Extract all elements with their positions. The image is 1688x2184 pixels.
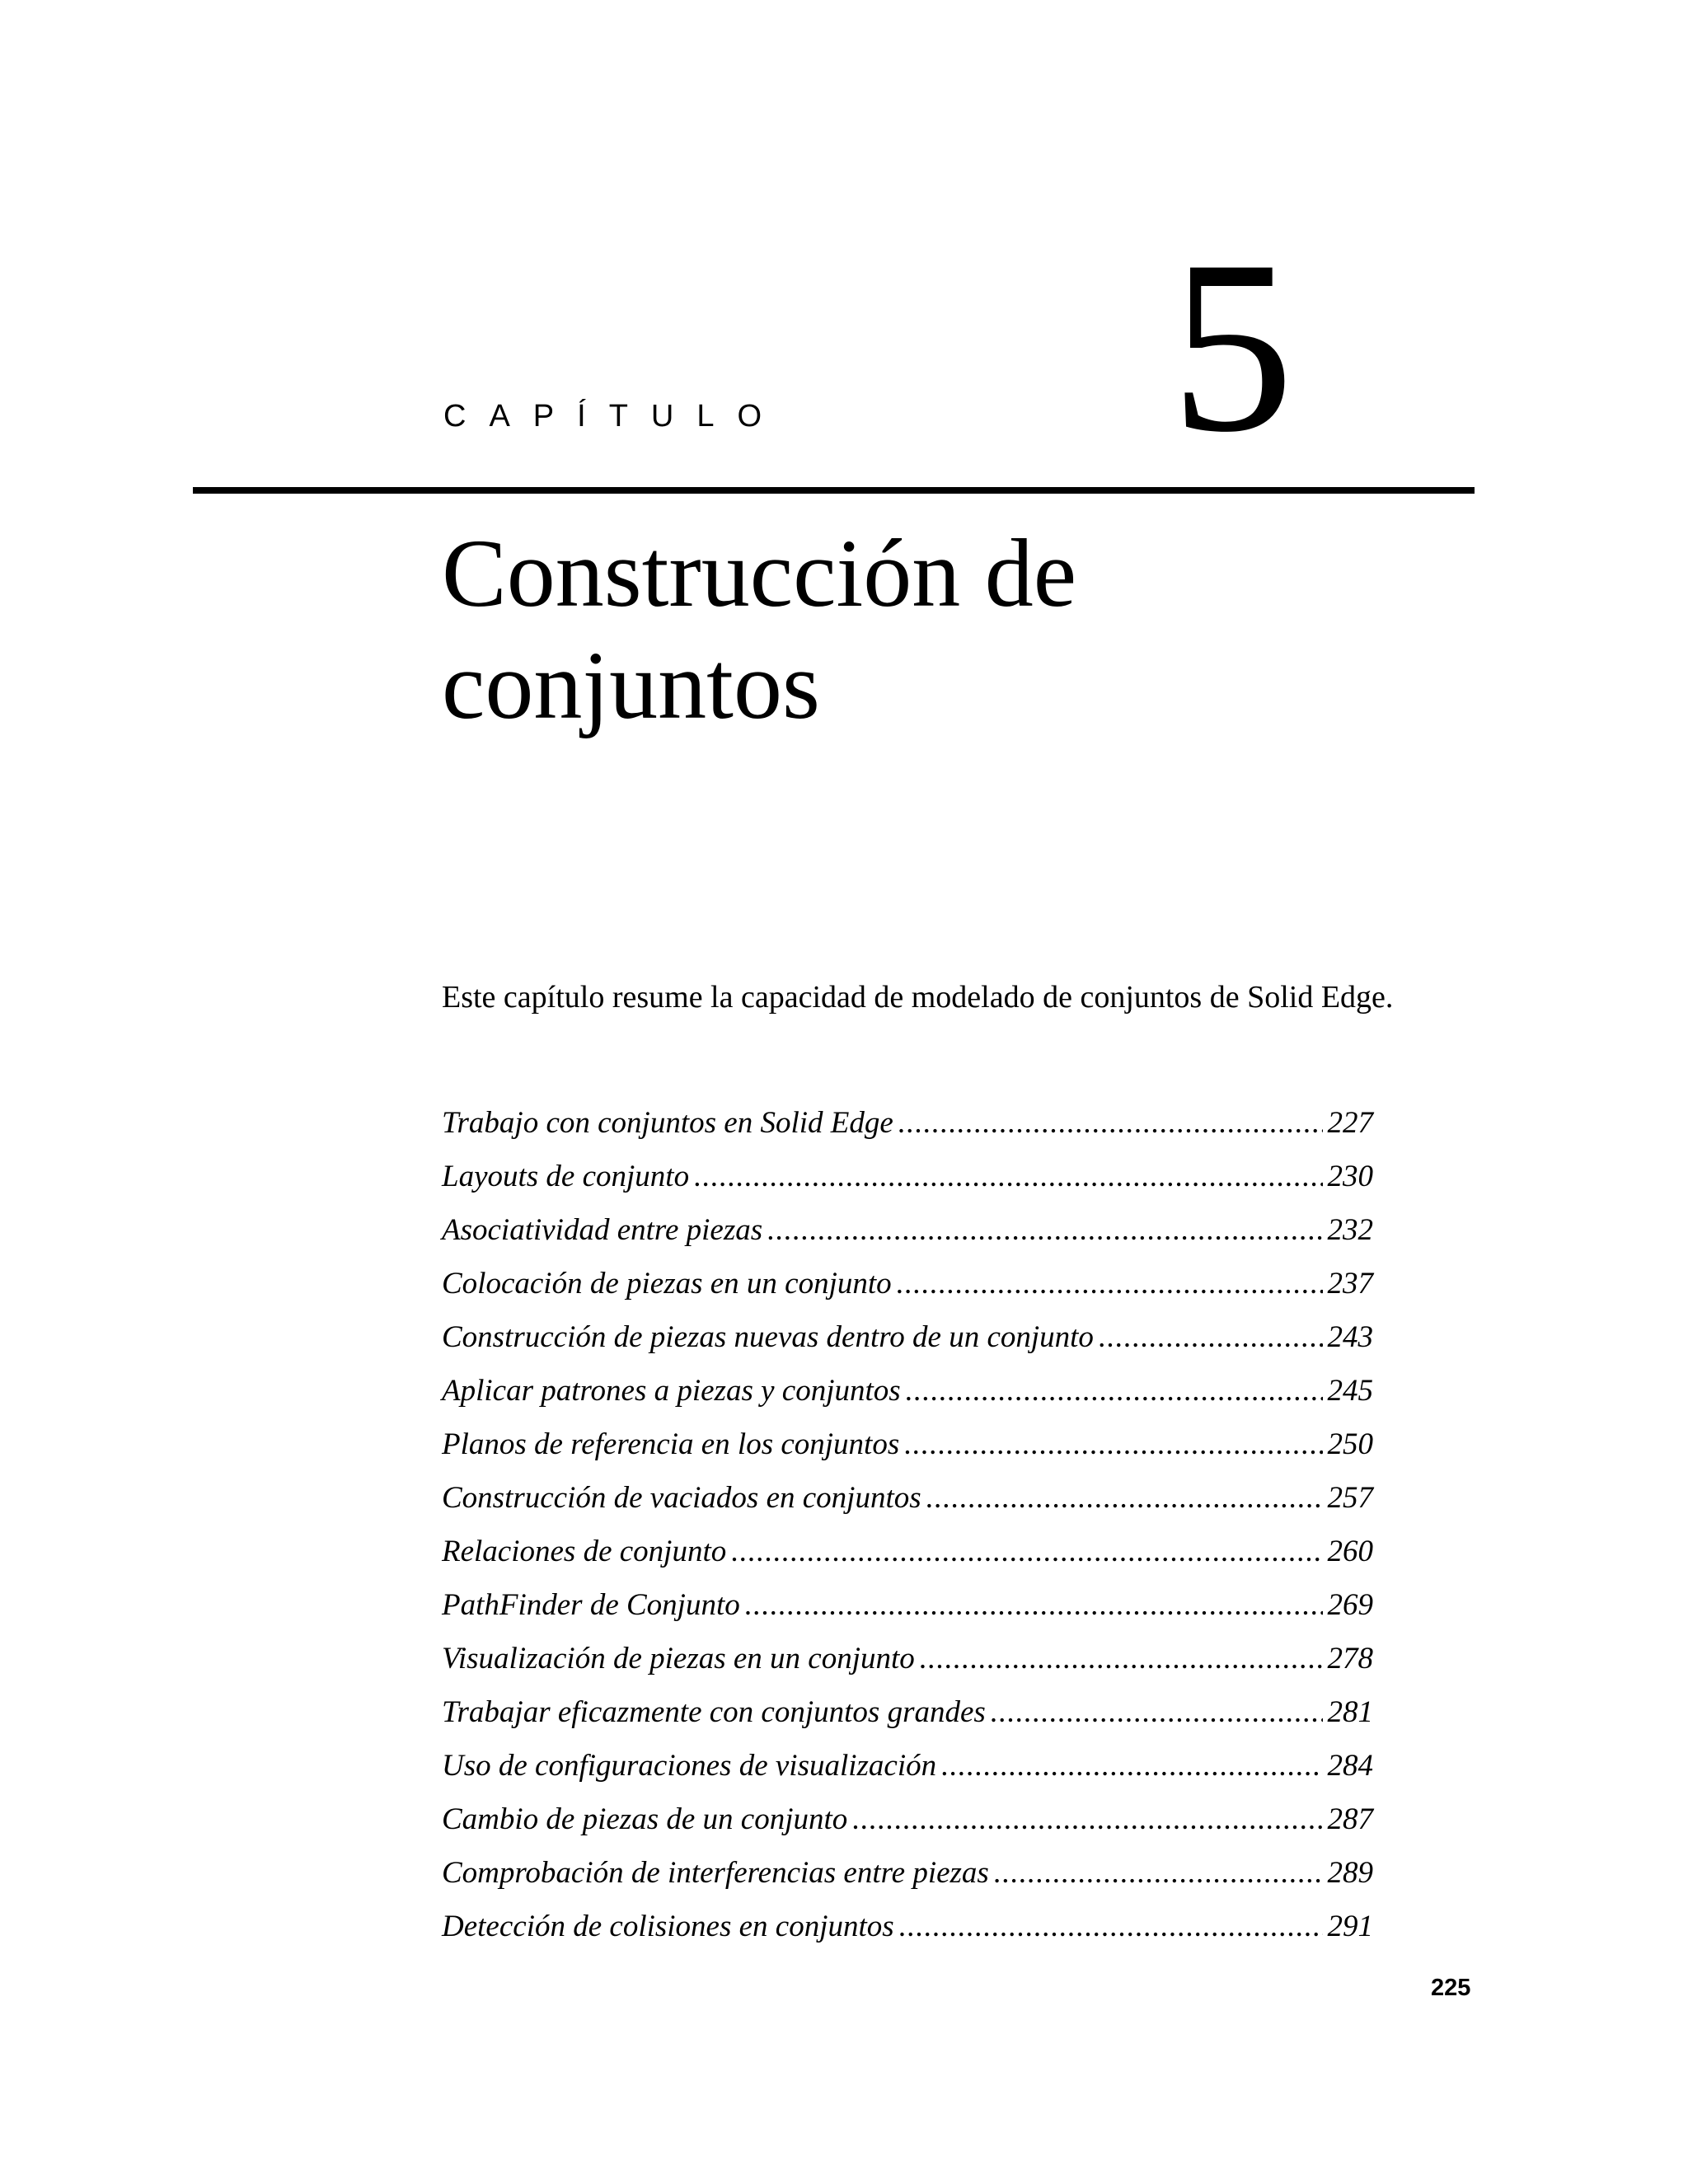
toc-entry[interactable] [442,1471,1373,1525]
toc-entry-page: 281 [1327,1695,1373,1729]
toc-entry-title: Uso de configuraciones de visualización [442,1749,937,1783]
toc-entry[interactable] [442,1096,1373,1150]
chapter-intro: Este capítulo resume la capacidad de modelado de conjuntos de Solid Edge. [442,980,1394,1015]
toc-entry[interactable] [442,1203,1373,1257]
toc-entry-page: 291 [1327,1910,1373,1943]
toc-entry-page: 227 [1327,1106,1373,1140]
toc-dot-leader [694,1150,1322,1203]
toc-dot-leader [991,1685,1323,1739]
page-number: 225 [1431,1975,1471,2001]
toc-entry-title: Planos de referencia en los conjuntos [442,1427,900,1461]
toc-entry-title: Relaciones de conjunto [442,1535,727,1568]
toc-dot-leader [994,1846,1323,1900]
chapter-title-line-2: conjuntos [442,631,820,739]
toc-entry-title: Trabajar eficazmente con conjuntos grandes [442,1695,986,1729]
toc-dot-leader [898,1096,1323,1150]
toc-entry-page: 284 [1327,1749,1373,1783]
toc-entry-title: PathFinder de Conjunto [442,1588,740,1622]
toc-entry[interactable] [442,1257,1373,1310]
toc-entry-page: 289 [1327,1856,1373,1890]
toc-entry[interactable] [442,1310,1373,1364]
toc-entry-page: 232 [1327,1213,1373,1247]
toc-entry[interactable] [442,1685,1373,1739]
toc-entry-title: Colocación de piezas en un conjunto [442,1267,892,1301]
toc-entry-page: 257 [1327,1481,1373,1515]
toc-dot-leader [926,1471,1323,1525]
toc-dot-leader [745,1578,1323,1632]
toc-dot-leader [904,1418,1322,1471]
chapter-title [442,518,1431,742]
toc-entry-title: Aplicar patrones a piezas y conjuntos [442,1374,901,1408]
toc-dot-leader [731,1525,1322,1578]
toc-entry-page: 260 [1327,1535,1373,1568]
chapter-label: CAPÍTULO [443,399,785,434]
toc-entry-page: 230 [1327,1160,1373,1193]
toc-dot-leader [899,1900,1323,1953]
toc-entry[interactable] [442,1846,1373,1900]
toc-entry-title: Construcción de vaciados en conjuntos [442,1481,921,1515]
toc-entry-title: Construcción de piezas nuevas dentro de un conjunto [442,1320,1094,1354]
toc-entry[interactable] [442,1578,1373,1632]
toc-entry[interactable] [442,1632,1373,1685]
toc-dot-leader [1099,1310,1323,1364]
toc-dot-leader [906,1364,1323,1418]
toc-entry[interactable] [442,1150,1373,1203]
toc-entry-page: 243 [1327,1320,1373,1354]
table-of-contents [442,1096,1373,1953]
toc-entry-title: Trabajo con conjuntos en Solid Edge [442,1106,893,1140]
toc-entry-title: Comprobación de interferencias entre piezas [442,1856,989,1890]
toc-entry-title: Visualización de piezas en un conjunto [442,1642,915,1675]
toc-dot-leader [852,1793,1322,1846]
toc-entry-page: 250 [1327,1427,1373,1461]
chapter-number: 5 [1170,209,1294,483]
toc-entry-page: 278 [1327,1642,1373,1675]
toc-entry-page: 269 [1327,1588,1373,1622]
toc-entry[interactable] [442,1900,1373,1953]
toc-entry-title: Detección de colisiones en conjuntos [442,1910,894,1943]
toc-entry-page: 245 [1327,1374,1373,1408]
toc-entry-page: 237 [1327,1267,1373,1301]
toc-dot-leader [767,1203,1322,1257]
toc-entry[interactable] [442,1364,1373,1418]
chapter-divider [193,487,1475,494]
toc-entry-title: Cambio de piezas de un conjunto [442,1802,848,1836]
toc-dot-leader [941,1739,1322,1793]
toc-entry-page: 287 [1327,1802,1373,1836]
toc-entry-title: Asociatividad entre piezas [442,1213,763,1247]
toc-entry[interactable] [442,1739,1373,1793]
toc-entry[interactable] [442,1793,1373,1846]
toc-entry-title: Layouts de conjunto [442,1160,690,1193]
toc-dot-leader [897,1257,1323,1310]
toc-dot-leader [920,1632,1323,1685]
toc-entry[interactable] [442,1525,1373,1578]
chapter-title-line-1: Construcción de [442,519,1077,627]
toc-entry[interactable] [442,1418,1373,1471]
